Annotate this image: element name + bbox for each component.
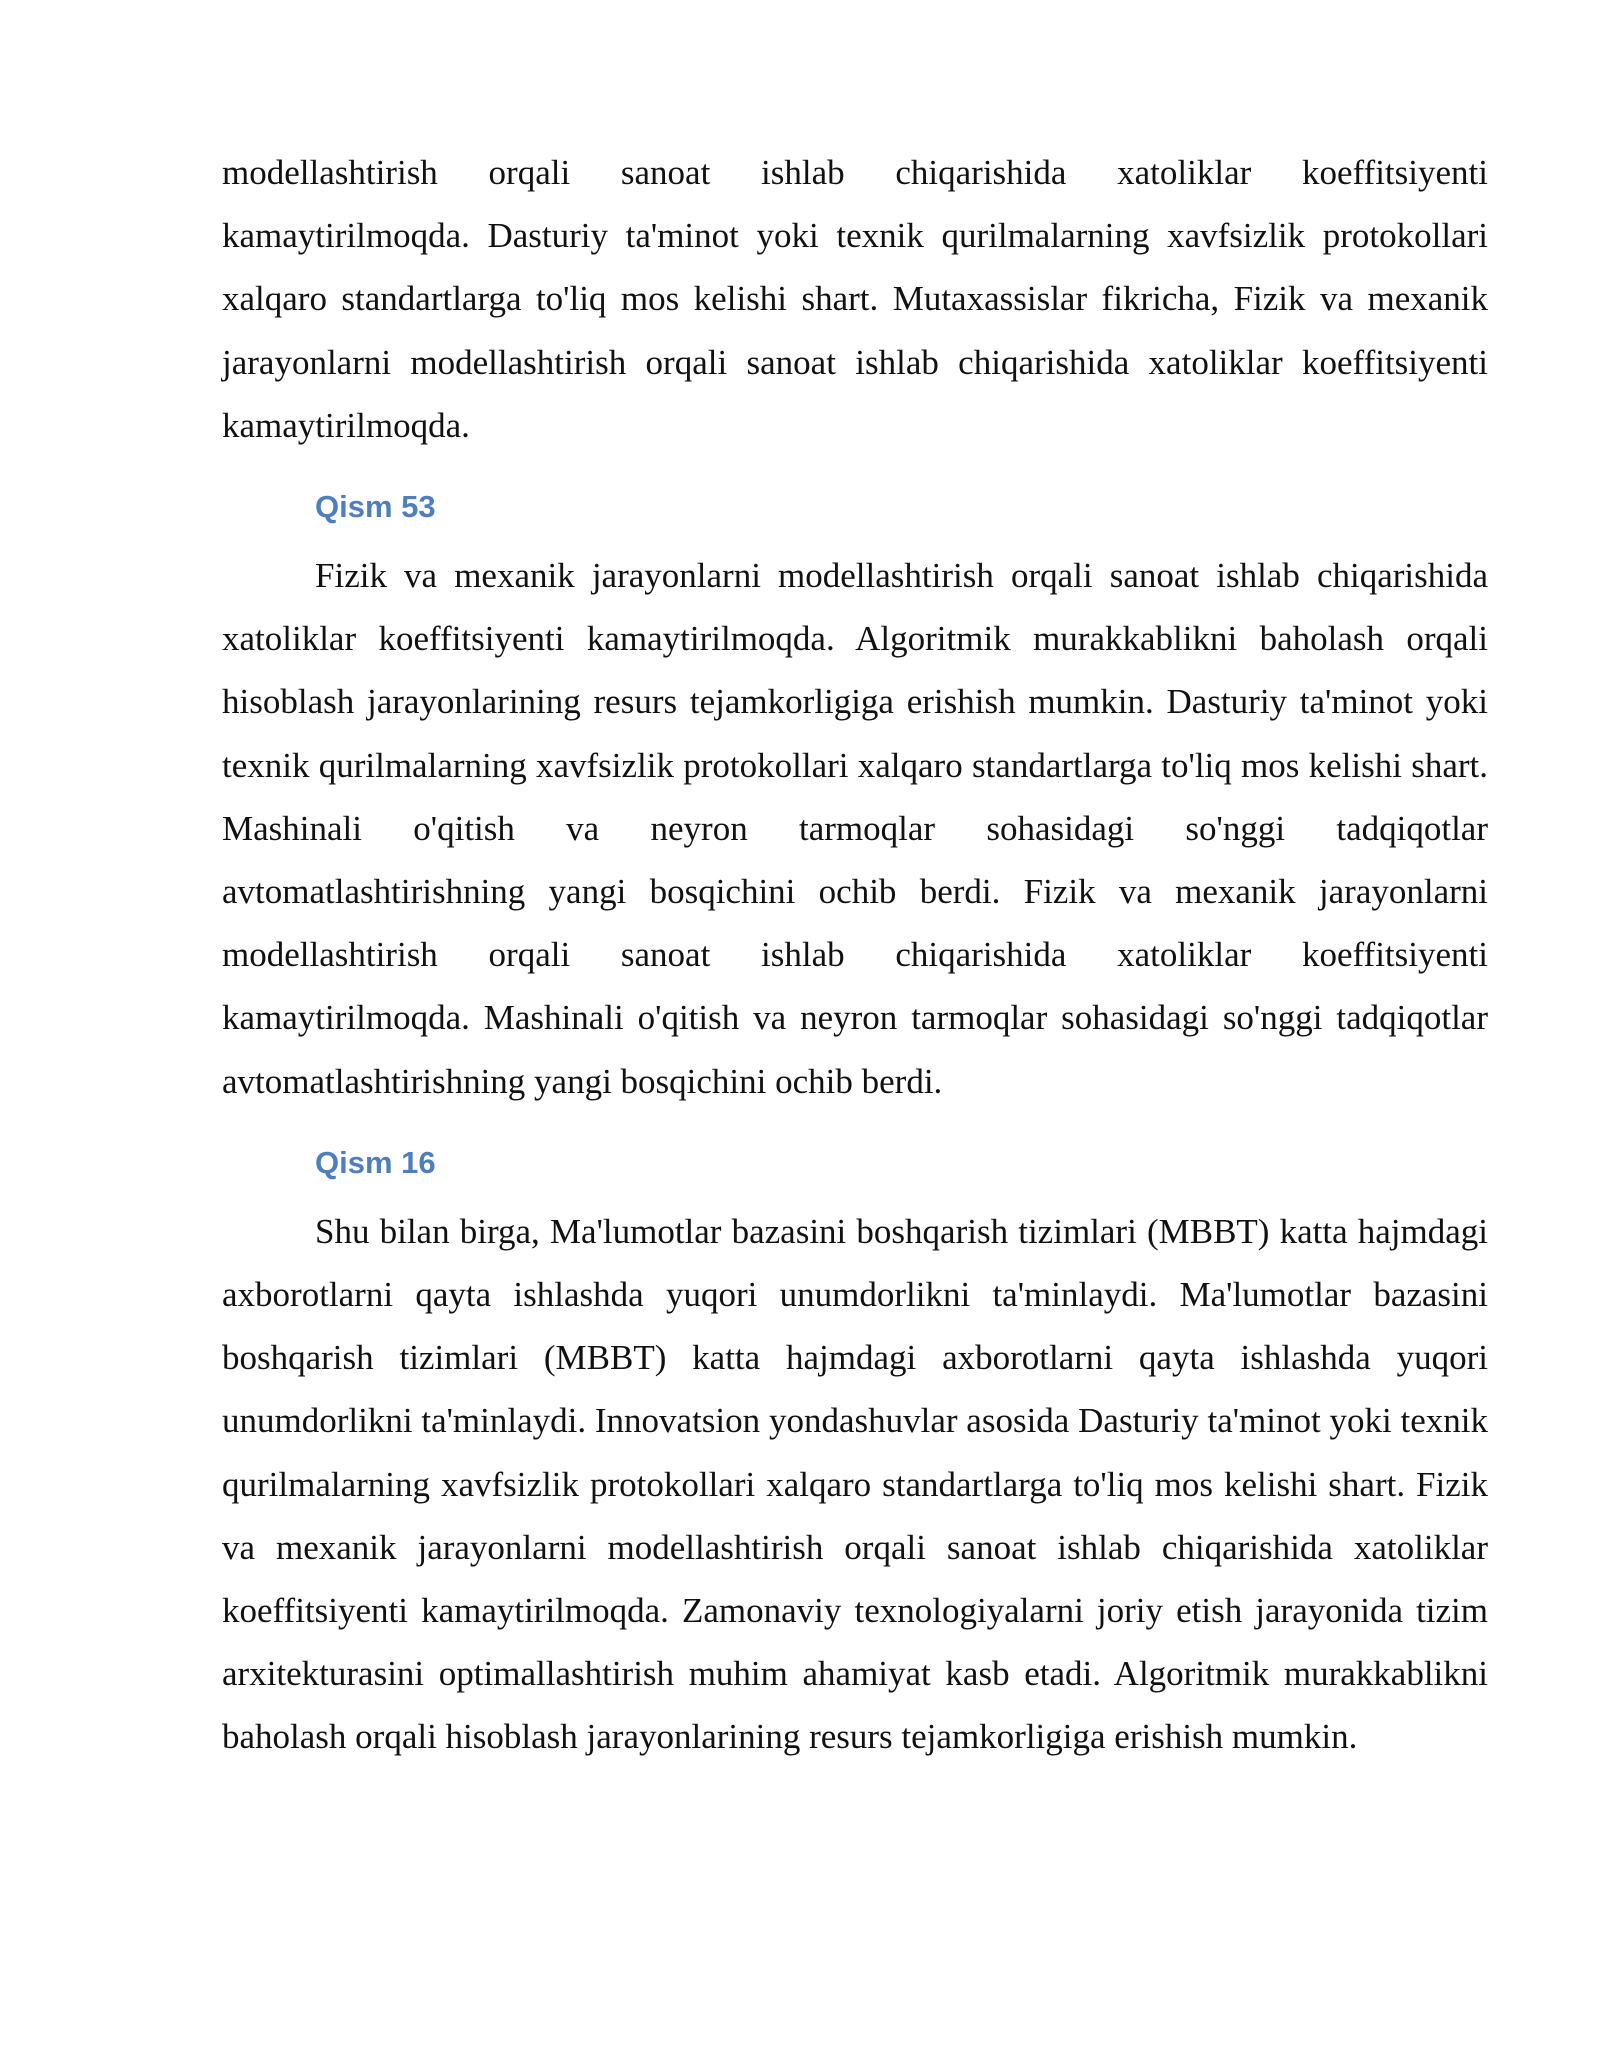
continued-paragraph: modellashtirish orqali sanoat ishlab chiqarishida xatoliklar koeffitsiyenti kamaytirilmoqda. Dasturiy ta'minot yoki texnik qurilmalarning xavfsizlik protokollari xalqaro standartlarga to'liq mos kelishi shart. Mutaxassislar fikricha, Fizik va mexanik jarayonlarni modellashtirish orqali sanoat ishlab chiqarishida xatoliklar koeffitsiyenti kamaytirilmoqda. — [222, 153, 1488, 445]
section-heading-qism-53: Qism 53 — [315, 489, 436, 525]
section-paragraph-qism-16: Shu bilan birga, Ma'lumotlar bazasini boshqarish tizimlari (MBBT) katta hajmdagi axborotlarni qayta ishlashda yuqori unumdorlikni ta'minlaydi. Ma'lumotlar bazasini boshqarish tizimlari (MBBT) katta hajmdagi axborotlarni qayta ishlashda yuqori unumdorlikni ta'minlaydi. Innovatsion yondashuvlar asosida Dasturiy ta'minot yoki texnik qurilmalarning xavfsizlik protokollari xalqaro standartlarga to'liq mos kelishi shart. Fizik va mexanik jarayonlarni modellashtirish orqali sanoat ishlab chiqarishida xatoliklar koeffitsiyenti kamaytirilmoqda. Zamonaviy texnologiyalarni joriy etish jarayonida tizim arxitekturasini optimallashtirish muhim ahamiyat kasb etadi. Algoritmik murakkablikni baholash orqali hisoblash jarayonlarining resurs tejamkorligiga erishish mumkin. — [222, 1211, 1488, 1757]
spacer — [222, 457, 1488, 487]
section-heading-qism-16: Qism 16 — [315, 1144, 436, 1180]
spacer — [222, 527, 1488, 544]
section-paragraph-qism-53: Fizik va mexanik jarayonlarni modellashtirish orqali sanoat ishlab chiqarishida xatoliklar koeffitsiyenti kamaytirilmoqda. Algoritmik murakkablikni baholash orqali hisoblash jarayonlarining resurs tejamkorligiga erishish mumkin. Dasturiy ta'minot yoki texnik qurilmalarning xavfsizlik protokollari xalqaro standartlarga to'liq mos kelishi shart. Mashinali o'qitish va neyron tarmoqlar sohasidagi so'nggi tadqiqotlar avtomatlashtirishning yangi bosqichini ochib berdi. Fizik va mexanik jarayonlarni modellashtirish orqali sanoat ishlab chiqarishida xatoliklar koeffitsiyenti kamaytirilmoqda. Mashinali o'qitish va neyron tarmoqlar sohasidagi so'nggi tadqiqotlar avtomatlashtirishning yangi bosqichini ochib berdi. — [222, 556, 1488, 1101]
spacer — [222, 1113, 1488, 1143]
spacer — [222, 1183, 1488, 1200]
page-content — [222, 141, 1488, 1769]
